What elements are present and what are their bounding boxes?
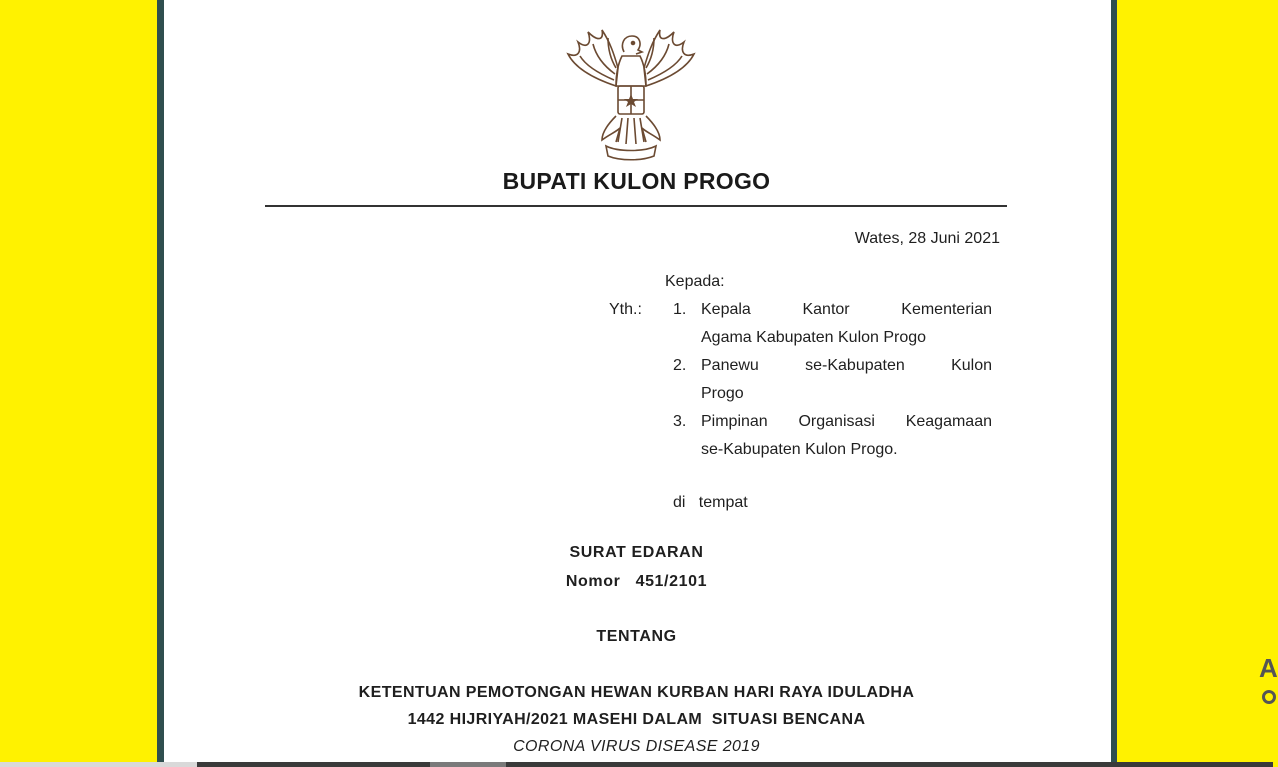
recipient-line: Progo bbox=[701, 385, 744, 402]
side-circle-icon bbox=[1262, 690, 1276, 704]
recipient-line: Panewu se-Kabupaten Kulon bbox=[701, 357, 992, 374]
scrollbar-track-left bbox=[0, 762, 197, 767]
subject-line: KETENTUAN PEMOTONGAN HEWAN KURBAN HARI RAYA IDULADHA bbox=[358, 684, 915, 701]
salutation: Yth.: bbox=[609, 301, 642, 318]
garuda-emblem-icon bbox=[558, 24, 704, 166]
to-label: Kepada: bbox=[665, 273, 725, 290]
circular-type: SURAT EDARAN bbox=[569, 544, 704, 561]
recipient-line: Pimpinan Organisasi Keagamaan bbox=[701, 413, 992, 430]
place-date: Wates, 28 Juni 2021 bbox=[854, 230, 1000, 247]
location-line: di tempat bbox=[673, 494, 748, 511]
recipient-number: 3. bbox=[673, 413, 687, 430]
scrollbar-thumb[interactable] bbox=[430, 762, 506, 767]
recipient-line: Agama Kabupaten Kulon Progo bbox=[701, 329, 927, 346]
side-glyph: A bbox=[1259, 653, 1278, 683]
letterhead-divider bbox=[265, 205, 1007, 207]
circular-number: Nomor 451/2101 bbox=[565, 573, 708, 590]
circular-about-label: TENTANG bbox=[596, 628, 677, 645]
recipient-number: 1. bbox=[673, 301, 687, 318]
recipient-line: Kepala Kantor Kementerian bbox=[701, 301, 992, 318]
subject-line: 1442 HIJRIYAH/2021 MASEHI DALAM SITUASI BENCANA bbox=[407, 711, 866, 728]
letterhead-title: BUPATI KULON PROGO bbox=[502, 168, 771, 194]
recipient-number: 2. bbox=[673, 357, 687, 374]
horizontal-scrollbar[interactable] bbox=[0, 762, 1273, 767]
recipient-line: se-Kabupaten Kulon Progo. bbox=[701, 441, 898, 458]
subject-line: CORONA VIRUS DISEASE 2019 bbox=[513, 738, 760, 755]
